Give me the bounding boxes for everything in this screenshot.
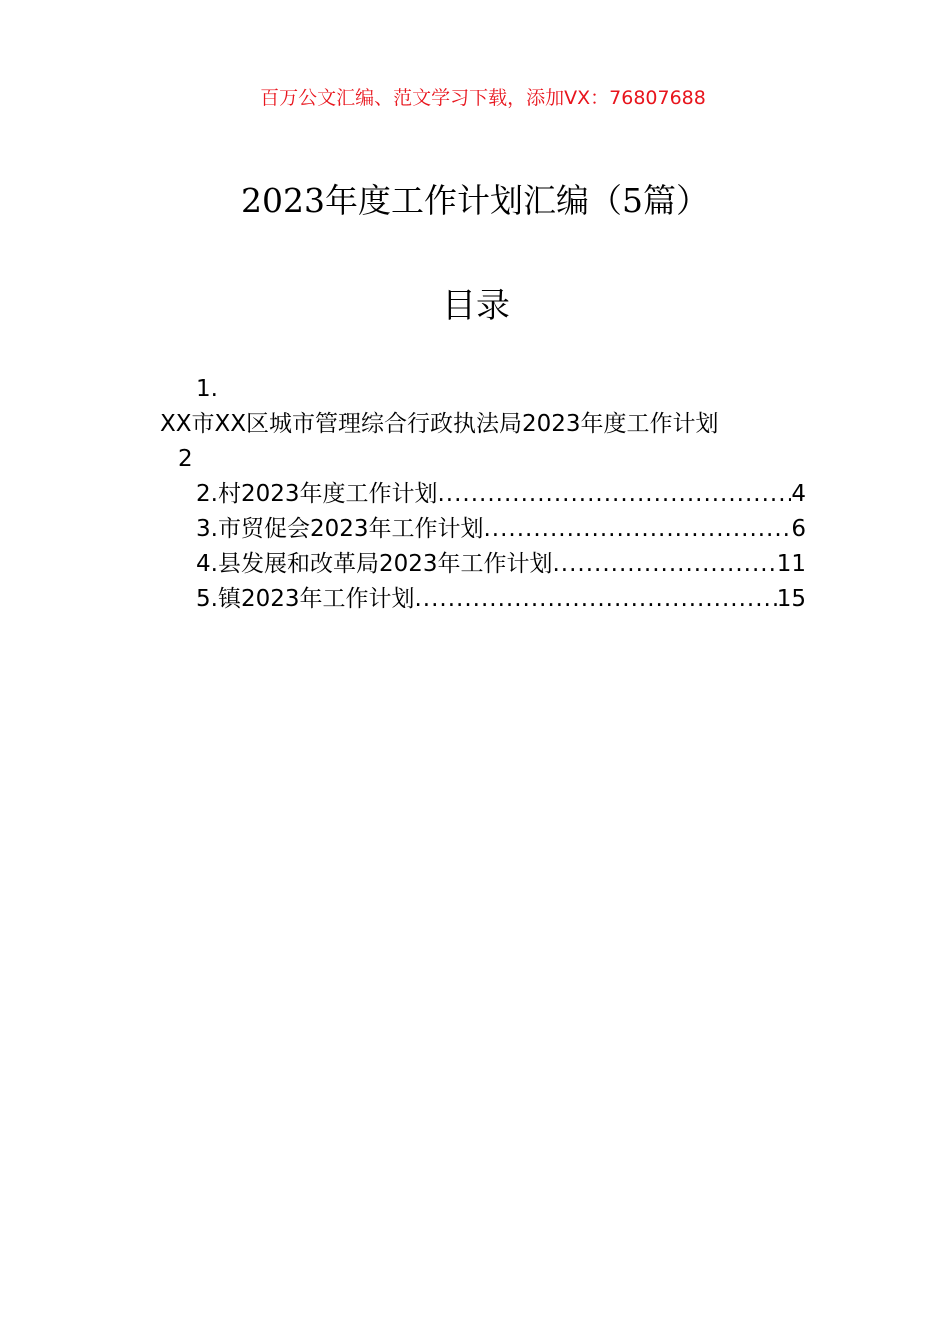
- title-year: 2023: [241, 181, 325, 220]
- toc-heading: 目录: [442, 286, 510, 326]
- title-text: 年度工作计划汇编（: [324, 181, 622, 220]
- table-of-contents: [160, 372, 806, 617]
- dot-leader: [552, 547, 776, 582]
- toc-entry-5[interactable]: [160, 582, 806, 617]
- toc-entry-page: 11: [776, 551, 806, 577]
- toc-entry-2[interactable]: [160, 477, 806, 512]
- toc-entry-title: 2.村2023年度工作计划: [196, 481, 438, 507]
- toc-entry-1-title: XX市XX区城市管理综合行政执法局2023年度工作计划: [160, 411, 719, 437]
- dot-leader: [437, 477, 791, 512]
- toc-entry-title: 3.市贸促会2023年工作计划: [196, 516, 484, 542]
- toc-entry-1-page: 2: [178, 446, 193, 472]
- dot-leader: [483, 512, 791, 547]
- document-title: [0, 178, 950, 224]
- toc-entry-4[interactable]: [160, 547, 806, 582]
- toc-entry-page: 15: [776, 586, 806, 612]
- toc-entry-3[interactable]: [160, 512, 806, 547]
- toc-entry-page: 4: [791, 481, 806, 507]
- header-note: 百万公文汇编、范文学习下载，添加VX：76807688: [260, 87, 706, 109]
- toc-entry-title: 4.县发展和改革局2023年工作计划: [196, 551, 553, 577]
- title-suffix: 篇）: [642, 181, 709, 220]
- toc-entry-title: 5.镇2023年工作计划: [196, 586, 415, 612]
- toc-entry-page: 6: [791, 516, 806, 542]
- toc-entry-1-number: 1.: [196, 376, 218, 402]
- title-count: 5: [621, 181, 643, 220]
- toc-entry-1[interactable]: [160, 372, 806, 477]
- dot-leader: [414, 582, 776, 617]
